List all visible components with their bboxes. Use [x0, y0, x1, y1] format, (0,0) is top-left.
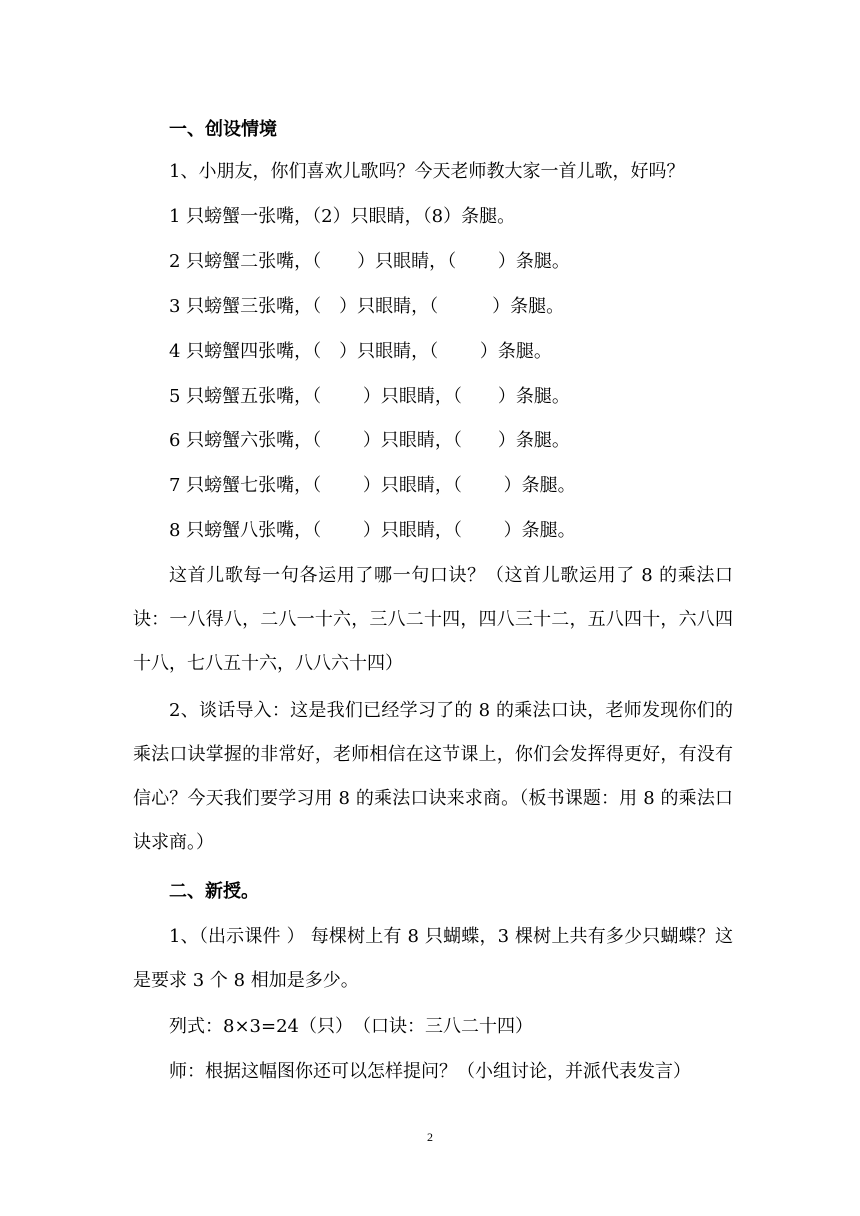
question-paragraph: 这首儿歌每一句各运用了哪一句口诀？（这首儿歌运用了 8 的乘法口诀：一八得八，二八一十六，三八二十四，四八三十二，五八四十，六八四十八，七八五十六，八八六十四）: [133, 565, 733, 674]
song-line: 4 只螃蟹四张嘴，（ ）只眼睛，（ ）条腿。: [169, 341, 552, 362]
teacher-question: 师：根据这幅图你还可以怎样提问？（小组讨论，并派代表发言）: [169, 1061, 691, 1082]
song-line: 7 只螃蟹七张嘴，（ ）只眼睛，（ ）条腿。: [169, 475, 576, 496]
intro-talk-paragraph: 2、谈话导入：这是我们已经学习了的 8 的乘法口诀，老师发现你们的乘法口诀掌握的非常好，老师相信在这节课上，你们会发挥得更好，有没有信心？今天我们要学习用 8 的乘法口诀来求商。（板书课题：用 8 的乘法口诀求商。）: [133, 700, 733, 853]
song-line: 3 只螃蟹三张嘴，（ ）只眼睛，（ ）条腿。: [169, 296, 565, 317]
intro-paragraph: 1、小朋友，你们喜欢儿歌吗？今天老师教大家一首儿歌，好吗？: [169, 161, 685, 182]
song-line: 8 只螃蟹八张嘴，（ ）只眼睛，（ ）条腿。: [169, 520, 576, 541]
formula-line: 列式：8×3=24（只） （口诀：三八二十四）: [169, 1016, 533, 1037]
page-number: 2: [427, 1130, 433, 1144]
section-heading-2: 二、新授。: [169, 881, 259, 902]
song-line: 2 只螃蟹二张嘴，（ ）只眼睛，（ ）条腿。: [169, 251, 570, 272]
song-line: 5 只螃蟹五张嘴，（ ）只眼睛，（ ）条腿。: [169, 386, 570, 407]
problem-paragraph: 1、（出示课件 ） 每棵树上有 8 只蝴蝶，3 棵树上共有多少只蝴蝶？这是要求 3 个 8 相加是多少。: [133, 926, 733, 991]
song-line: 6 只螃蟹六张嘴，（ ）只眼睛，（ ）条腿。: [169, 430, 570, 451]
section-heading-1: 一、创设情境: [169, 119, 277, 140]
song-line: 1 只螃蟹一张嘴，（2）只眼睛，（8）条腿。: [169, 206, 516, 227]
